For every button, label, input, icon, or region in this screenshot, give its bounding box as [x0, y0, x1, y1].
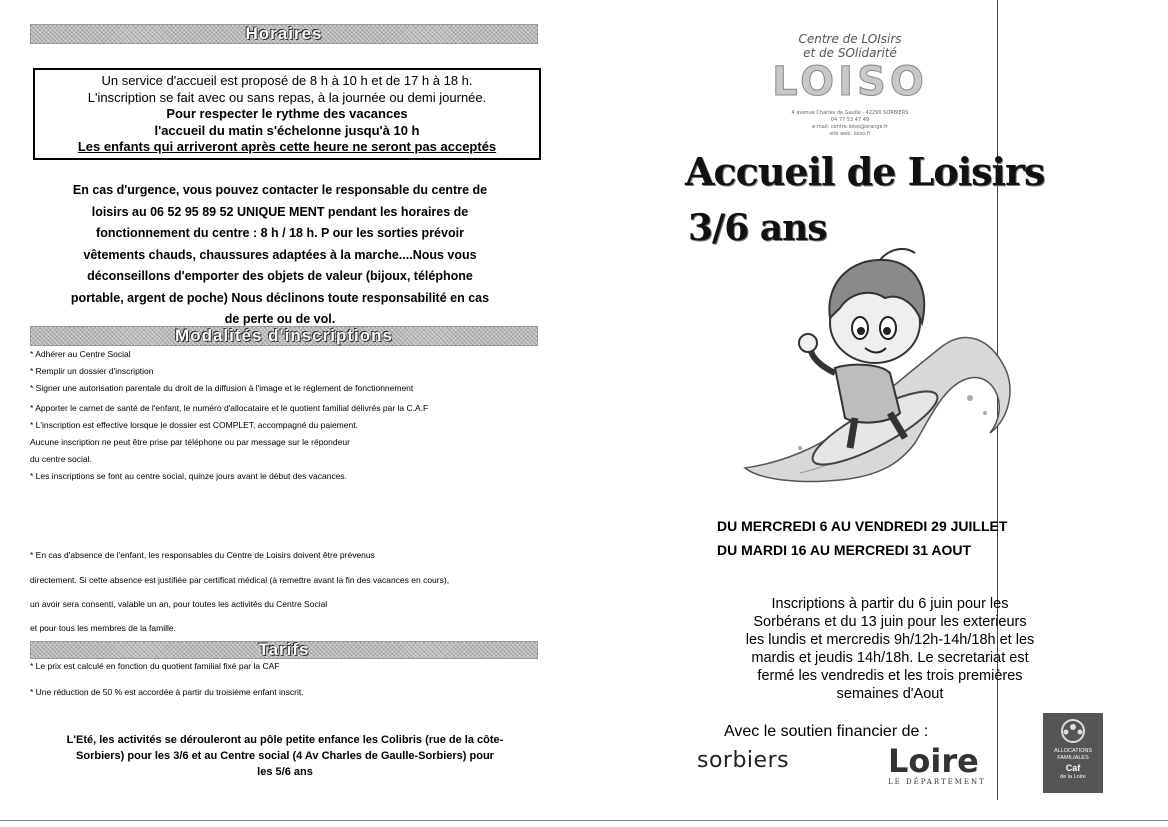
horaires-box [33, 68, 541, 160]
urgence-line: fonctionnement du centre : 8 h / 18 h. P our les sorties prévoir [96, 226, 464, 240]
loire-logo: Loire LE DÉPARTEMENT [888, 742, 986, 786]
sorbiers-logo: sorbiers [697, 748, 790, 773]
list-item: * Une réduction de 50 % est accordée à partir du troisième enfant inscrit. [30, 687, 304, 697]
absence-line: un avoir sera consenti, valable un an, pour toutes les activités du Centre Social [30, 599, 328, 609]
loiso-logo [760, 32, 940, 138]
logo-name: LOISO [772, 59, 928, 105]
horaires-line: L'inscription se fait avec ou sans repas, à la journée ou demi journée. [87, 89, 487, 105]
logo-address: 4 avenue Charles de Gaulle - 42290 SORBIERS [791, 110, 909, 116]
date-line: DU MARDI 16 AU MERCREDI 31 AOUT [717, 542, 972, 558]
dates-block [717, 514, 1117, 562]
list-item: Aucune inscription ne peut être prise par téléphone ou par message sur le répondeur [30, 437, 350, 447]
list-item: * Le prix est calculé en fonction du quotient familial fixé par la CAF [30, 661, 280, 671]
urgence-paragraph [20, 180, 540, 331]
tarifs-banner: Tarifs [30, 641, 538, 659]
inscriptions-line: les lundis et mercredis 9h/12h-14h/18h et les [745, 632, 1035, 648]
date-line: DU MERCREDI 6 AU VENDREDI 29 JUILLET [717, 518, 1008, 534]
tarifs-list [30, 660, 590, 698]
absence-paragraph [30, 543, 600, 639]
modalites-list [30, 346, 590, 485]
absence-line: * En cas d'absence de l'enfant, les responsables du Centre de Loisirs doivent être prévenus [30, 550, 375, 560]
inscriptions-line: Sorbérans et du 13 juin pour les exterieurs [753, 614, 1027, 630]
page-bottom-edge [0, 820, 1168, 821]
list-item: * Signer une autorisation parentale du droit de la diffusion à l'image et le règlement de fonctionnement [30, 383, 414, 393]
urgence-line: loisirs au 06 52 95 89 52 UNIQUE MENT pendant les horaires de [91, 204, 469, 219]
list-item: * Adhérer au Centre Social [30, 349, 131, 359]
ete-line: les 5/6 ans [257, 766, 313, 778]
age-title: 3/6 ans [688, 207, 827, 249]
inscriptions-line: mardis et jeudis 14h/18h. Le secretariat est [751, 650, 1029, 666]
ete-paragraph [20, 732, 550, 780]
urgence-line: déconseillons d'emporter des objets de valeur (bijoux, téléphone [87, 269, 473, 283]
ete-line: Sorbiers) pour les 3/6 et au Centre social (4 Av Charles de Gaulle-Sorbiers) pour [76, 750, 494, 762]
urgence-line: de perte ou de vol. [224, 312, 336, 326]
modalites-banner: Modalités d'inscriptions [30, 326, 538, 346]
urgence-line: En cas d'urgence, vous pouvez contacter le responsable du centre de [72, 183, 488, 197]
caf-emblem-icon [1053, 717, 1093, 745]
inscriptions-line: semaines d'Aout [836, 686, 944, 702]
horaires-banner: Horaires [30, 24, 538, 44]
surfer-illustration [740, 248, 1020, 488]
inscriptions-paragraph [700, 595, 1080, 703]
horaires-line: Pour respecter le rythme des vacances [166, 106, 408, 121]
list-item: * L'inscription est effective lorsque le dossier est COMPLET, accompagné du paiement. [30, 420, 358, 430]
list-item: * Les inscriptions se font au centre social, quinze jours avant le début des vacances. [30, 471, 348, 481]
page-title: Accueil de Loisirs [685, 149, 1045, 194]
horaires-line: Un service d'accueil est proposé de 8 h à 10 h et de 17 h à 18 h. [101, 73, 473, 88]
urgence-line: vêtements chauds, chaussures adaptées à la marche....Nous vous [83, 247, 477, 262]
logo-address: e-mail: centre.loiso@orange.fr [812, 124, 888, 130]
ete-line: L'Eté, les activités se dérouleront au pôle petite enfance les Colibris (rue de la côte- [66, 734, 504, 746]
list-item: * Apporter le carnet de santé de l'enfant, le numéro d'allocataire et le quotient familial délivrés par la C.A.F [30, 403, 429, 413]
inscriptions-line: fermé les vendredis et les trois premières [757, 668, 1023, 684]
absence-line: directement. Si cette absence est justifiée par certificat médical (à remettre avant la fin des vacances en cours), [30, 574, 450, 585]
horaires-line: l'accueil du matin s'échelonne jusqu'à 10 h [154, 122, 420, 138]
horaires-warning: Les enfants qui arriveront après cette heure ne seront pas acceptés [77, 139, 497, 154]
hand-shape [799, 334, 817, 352]
urgence-line: portable, argent de poche) Nous déclinons toute responsabilité en cas [70, 290, 490, 305]
logo-line: Centre de LOIsirs [798, 32, 902, 46]
absence-line: et pour tous les membres de la famille. [30, 622, 176, 633]
caf-logo: ALLOCATIONS FAMILIALES Caf de la Loire [1043, 713, 1103, 793]
list-item: du centre social. [30, 454, 92, 464]
logo-line: et de SOlidarité [803, 46, 897, 60]
logo-address: site web: loiso.fr [829, 131, 871, 137]
logo-address: 04 77 53 47 49 [830, 117, 870, 123]
inscriptions-line: Inscriptions à partir du 6 juin pour les [771, 596, 1009, 612]
soutien-label: Avec le soutien financier de : [724, 723, 929, 740]
list-item: * Remplir un dossier d'inscription [30, 366, 154, 376]
